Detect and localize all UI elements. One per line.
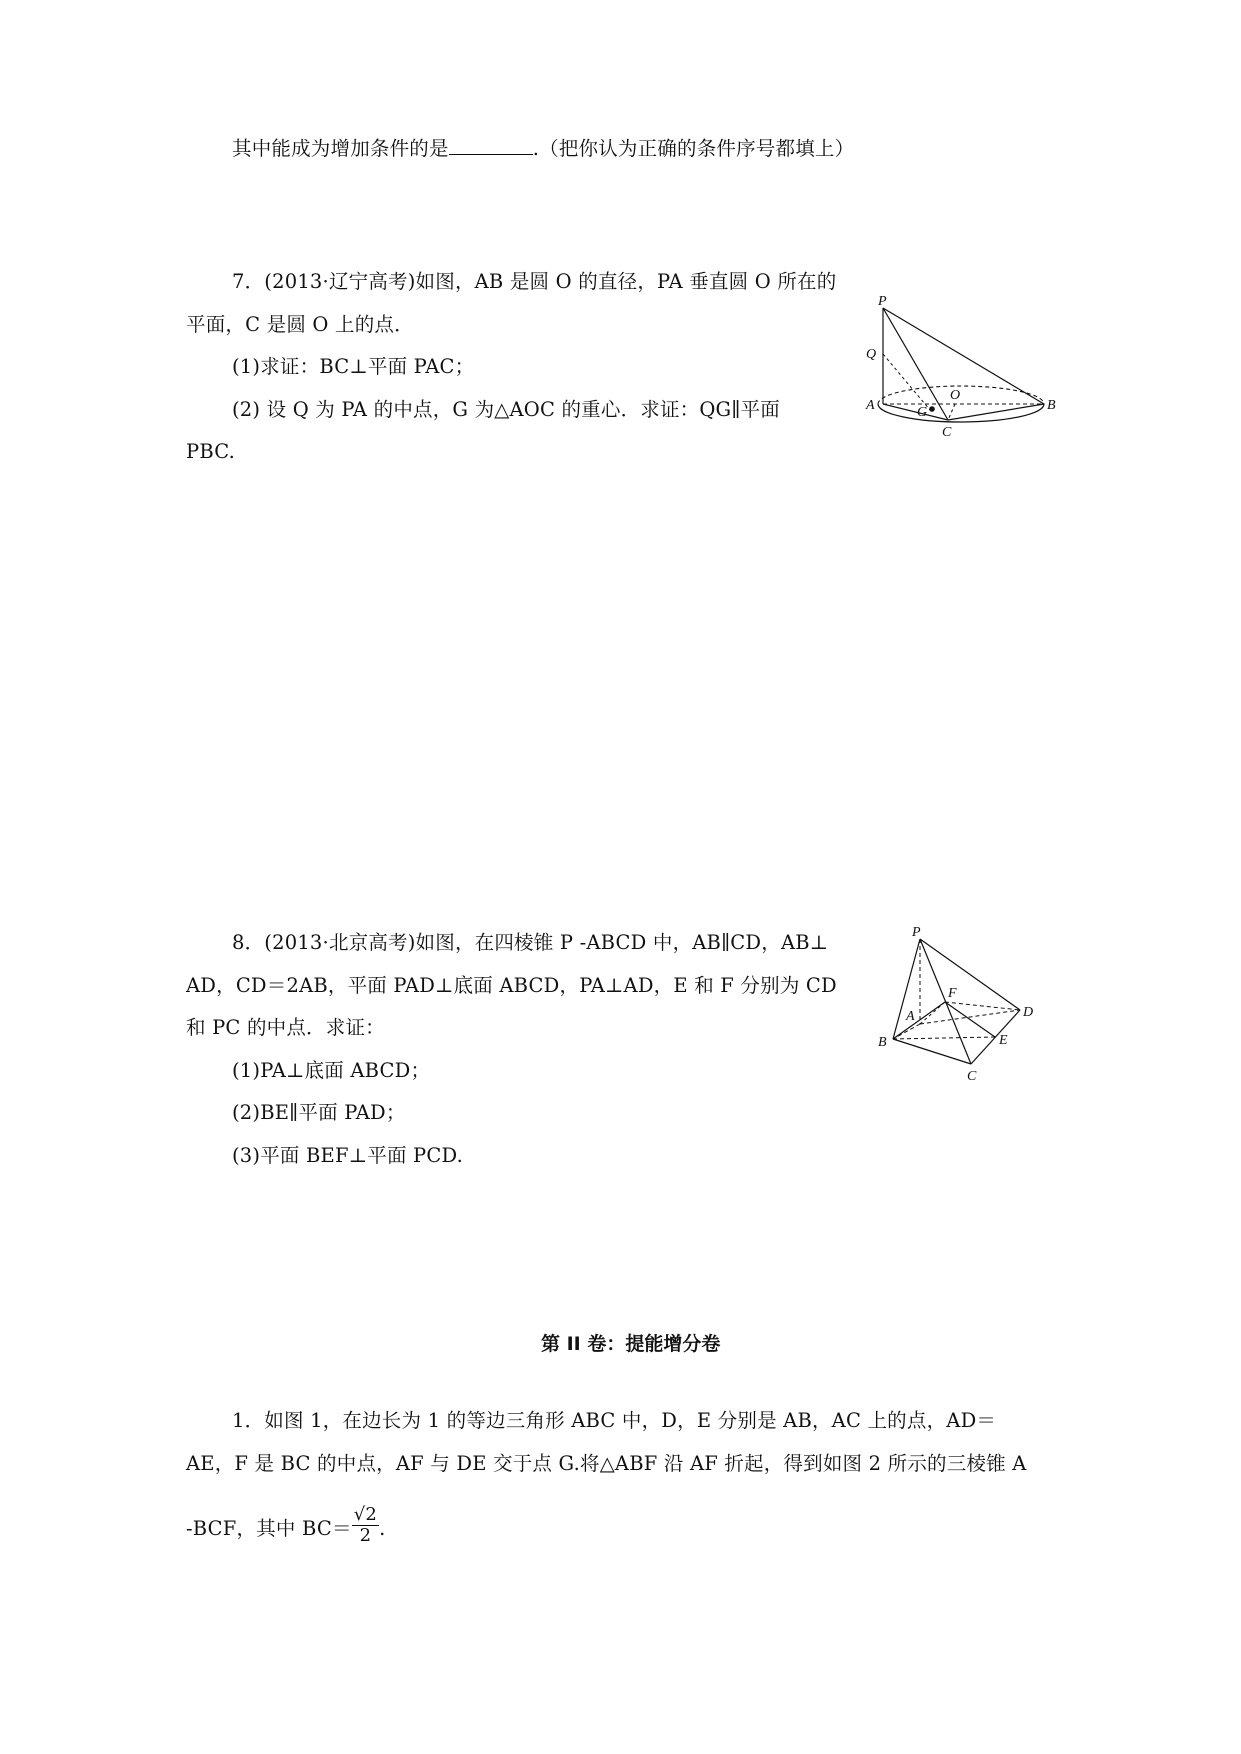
p1-line-3 xyxy=(186,1504,386,1550)
segment-oc-dashed xyxy=(948,404,955,420)
label-b: B xyxy=(878,1035,887,1050)
segment-ac xyxy=(883,404,948,420)
q7-figure xyxy=(860,292,1060,442)
label-a: A xyxy=(866,398,875,413)
q7-line-3: (1)求证：BC⊥平面 PAC； xyxy=(232,355,475,378)
fill-blank-hint: .（把你认为正确的条件序号都填上） xyxy=(532,137,855,160)
segment-bf xyxy=(893,1002,945,1039)
label-e: E xyxy=(999,1033,1008,1048)
q8-line-1: 8．(2013·北京高考)如图，在四棱锥 P -ABCD 中，AB∥CD，AB⊥ xyxy=(232,931,829,954)
q7-figure-svg xyxy=(860,292,1060,442)
segment-qg-dashed xyxy=(883,354,930,410)
label-q: Q xyxy=(866,347,877,362)
label-f: F xyxy=(948,986,957,1001)
q7-line-5: PBC. xyxy=(186,440,236,463)
label-p: P xyxy=(912,925,921,940)
p1-line-3-text: -BCF，其中 BC＝ xyxy=(186,1516,352,1540)
label-a: A xyxy=(906,1009,915,1024)
segment-be-dashed xyxy=(893,1037,995,1039)
p1-line-2: AE，F 是 BC 的中点，AF 与 DE 交于点 G.将△ABF 沿 AF 折起，得到如图 2 所示的三棱锥 A xyxy=(186,1452,1027,1475)
point-g xyxy=(929,406,935,412)
label-c: C xyxy=(967,1069,977,1084)
segment-pc xyxy=(883,308,948,420)
p1-line-3-end: . xyxy=(379,1516,386,1540)
q7-line-2: 平面，C 是圆 O 上的点． xyxy=(186,313,414,336)
q7-line-1: 7．(2013·辽宁高考)如图，AB 是圆 O 的直径，PA 垂直圆 O 所在的 xyxy=(232,270,837,293)
section-title: 第 II 卷：提能增分卷 xyxy=(541,1333,721,1355)
edge-bc xyxy=(893,1039,971,1064)
fill-blank-text: 其中能成为增加条件的是 xyxy=(232,137,449,160)
q7-line-4: (2) 设 Q 为 PA 的中点，G 为△AOC 的重心．求证：QG∥平面 xyxy=(232,398,780,421)
segment-fd-dashed xyxy=(945,1002,1020,1010)
q8-line-5: (2)BE∥平面 PAD； xyxy=(232,1101,406,1124)
circle-front-arc xyxy=(878,404,1044,422)
segment-pb xyxy=(883,308,1044,404)
fraction-sqrt2-over-2 xyxy=(352,1505,379,1546)
label-d: D xyxy=(1023,1005,1034,1020)
q8-figure-svg xyxy=(868,924,1048,1084)
q8-line-6: (3)平面 BEF⊥平面 PCD. xyxy=(232,1144,464,1167)
answer-blank[interactable] xyxy=(449,134,533,155)
edge-pb xyxy=(893,939,920,1039)
q8-line-4: (1)PA⊥底面 ABCD； xyxy=(232,1059,431,1082)
fill-blank-line xyxy=(232,134,854,163)
q8-line-3: 和 PC 的中点．求证： xyxy=(186,1016,385,1039)
label-b: B xyxy=(1047,398,1056,413)
label-o: O xyxy=(950,388,961,403)
label-g: G xyxy=(917,405,928,420)
q8-figure xyxy=(868,924,1048,1084)
segment-bc xyxy=(948,404,1044,420)
fraction-numerator: √2 xyxy=(353,1504,378,1525)
p1-line-1: 1．如图 1，在边长为 1 的等边三角形 ABC 中，D，E 分别是 AB，AC 上的点，AD＝ xyxy=(232,1409,997,1432)
label-p: P xyxy=(878,294,887,309)
edge-ad-dashed xyxy=(920,1010,1020,1024)
label-c: C xyxy=(942,425,952,440)
q8-line-2: AD，CD＝2AB，平面 PAD⊥底面 ABCD，PA⊥AD，E 和 F 分别为 CD xyxy=(186,974,837,997)
fraction-denominator: 2 xyxy=(359,1524,372,1546)
